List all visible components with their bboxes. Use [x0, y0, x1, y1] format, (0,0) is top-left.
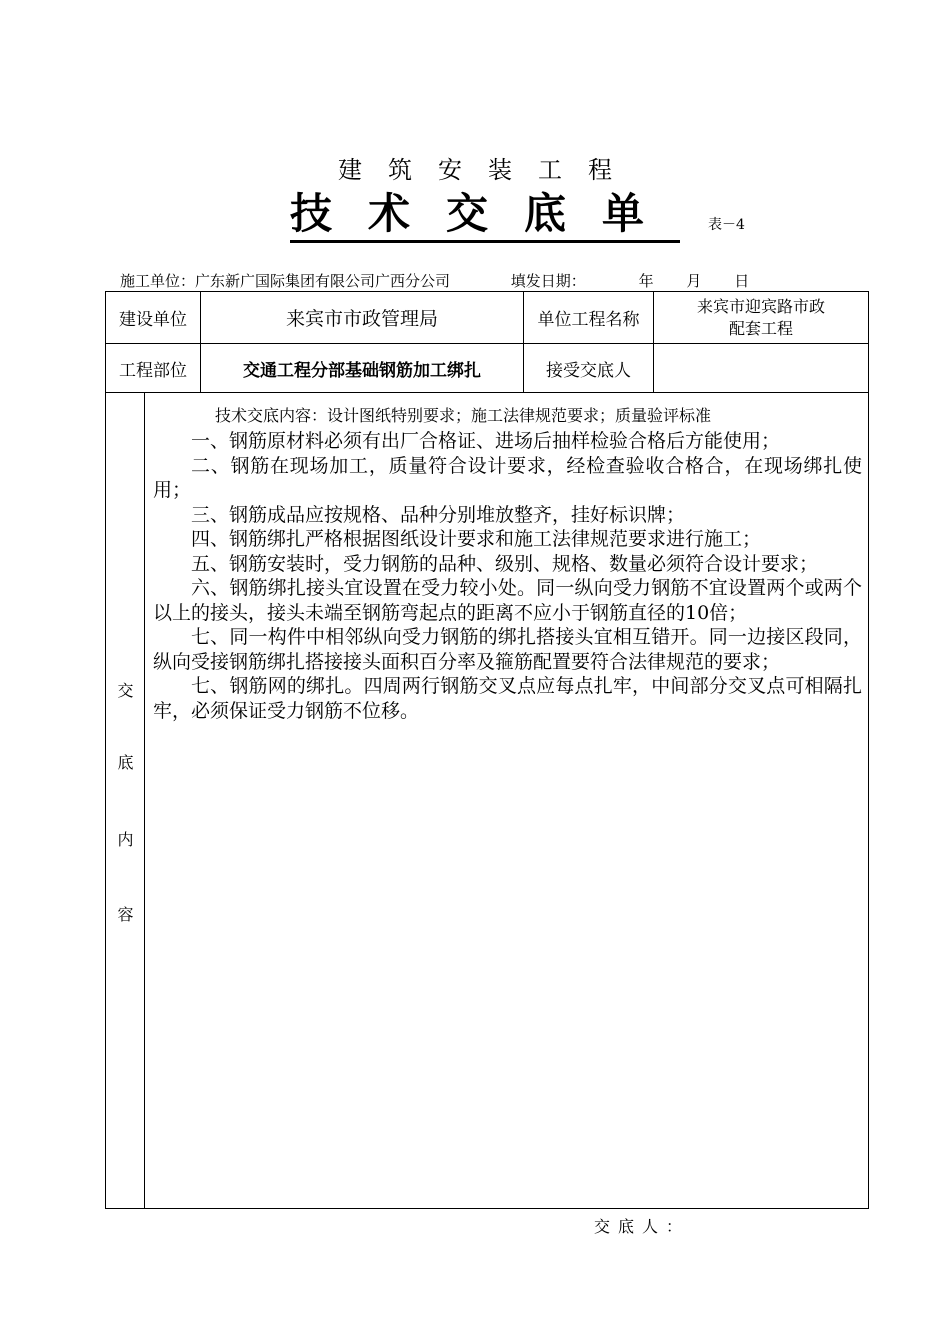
- content-item: 三、钢筋成品应按规格、品种分别堆放整齐，挂好标识牌；: [191, 503, 686, 526]
- side-label-char: 容: [117, 905, 134, 924]
- content-item: 六、钢筋绑扎接头宜设置在受力较小处。同一纵向受力钢筋不宜设置两个或两个以上的接头，接头未端至钢筋弯起点的距离不应小于钢筋直径的10倍；: [153, 577, 862, 624]
- meta-line: [120, 270, 880, 291]
- receiver-value[interactable]: [654, 344, 868, 392]
- signer-label: 交底人：: [594, 1217, 691, 1236]
- content-item: 一、钢筋原材料必须有出厂合格证、进场后抽样检验合格后方能使用；: [191, 430, 781, 452]
- content-item: 七、同一构件中相邻纵向受力钢筋的绑扎搭接头宜相互错开。同一边接区段同，纵向受接钢筋绑扎搭接接头面积百分率及箍筋配置要符合法律规范的要求；: [153, 626, 862, 673]
- side-label-column: [106, 393, 145, 1208]
- content-item: 四、钢筋绑扎严格根据图纸设计要求和施工法律规范要求进行施工；: [191, 528, 762, 550]
- project-value: [654, 292, 868, 343]
- doc-subtitle: 建筑安装工程: [338, 156, 638, 184]
- form-number: 表－4: [708, 217, 745, 233]
- part-label: 工程部位: [106, 344, 201, 392]
- owner-value: 来宾市市政管理局: [201, 292, 524, 343]
- content-intro: 技术交底内容：设计图纸特别要求；施工法律规范要求；质量验评标准: [215, 406, 712, 425]
- doc-title: 技术交底单: [290, 188, 680, 243]
- content-item: 二、钢筋在现场加工，质量符合设计要求，经检查验收合格合，在现场绑扎使用；: [153, 454, 862, 501]
- date-day: 日: [734, 272, 750, 290]
- project-label: 单位工程名称: [524, 292, 654, 343]
- part-value: 交通工程分部基础钢筋加工绑扎: [201, 344, 524, 392]
- side-label-char: 底: [117, 753, 134, 772]
- table-row-owner: [106, 292, 868, 344]
- disclosure-text: [153, 405, 862, 723]
- project-value-line2: 配套工程: [728, 318, 793, 338]
- content-item: 七、钢筋网的绑扎。四周两行钢筋交叉点应每点扎牢，中间部分交叉点可相隔扎牢，必须保证受力钢筋不位移。: [153, 675, 862, 722]
- project-value-line1: 来宾市迎宾路市政: [696, 296, 825, 316]
- disclosure-table: [105, 291, 869, 1209]
- owner-label: 建设单位: [106, 292, 201, 343]
- date-year: 年: [638, 272, 654, 290]
- side-label-char: 交: [117, 681, 134, 700]
- side-label-char: 内: [117, 830, 134, 849]
- table-row-part: [106, 344, 868, 393]
- date-fields: [639, 270, 778, 291]
- construction-unit: 施工单位：广东新广国际集团有限公司广西分公司: [120, 272, 451, 290]
- receiver-label: 接受交底人: [524, 344, 654, 392]
- date-month: 月: [686, 272, 702, 290]
- content-item: 五、钢筋安装时，受力钢筋的品种、级别、规格、数量必须符合设计要求；: [191, 552, 819, 575]
- date-label: 填发日期：: [510, 272, 586, 290]
- disclosure-content-area: [106, 393, 868, 1208]
